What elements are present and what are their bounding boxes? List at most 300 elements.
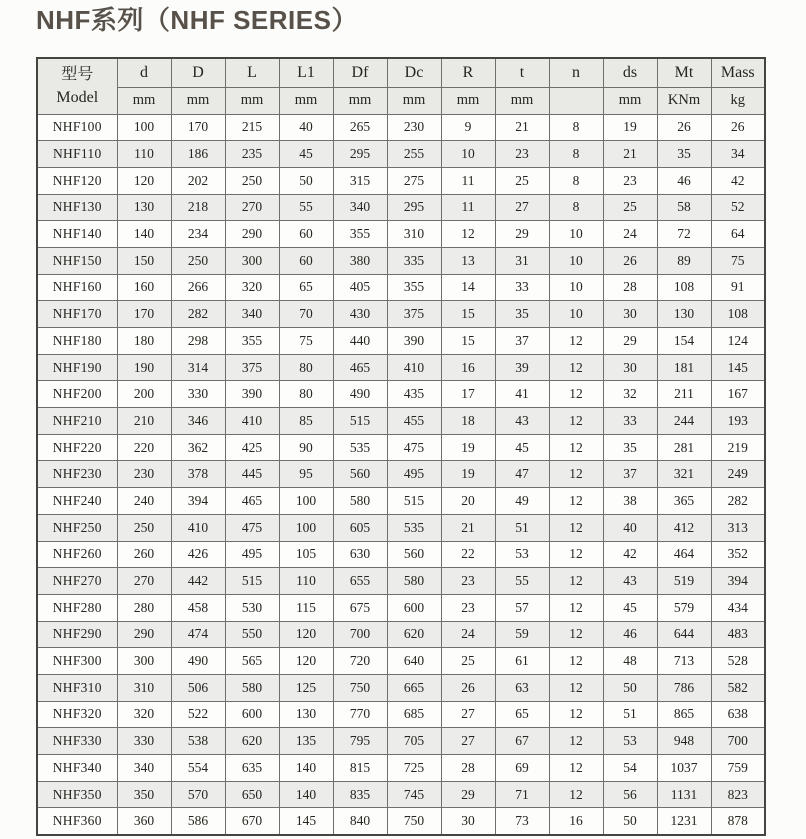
value-cell-l1: 95: [279, 461, 333, 488]
value-cell-df: 535: [333, 434, 387, 461]
value-cell-mass: 282: [711, 488, 765, 515]
value-cell-t: 51: [495, 514, 549, 541]
value-cell-df: 750: [333, 674, 387, 701]
value-cell-t: 67: [495, 728, 549, 755]
value-cell-mt: 58: [657, 194, 711, 221]
value-cell-ds: 28: [603, 274, 657, 301]
value-cell-df: 720: [333, 648, 387, 675]
value-cell-r: 22: [441, 541, 495, 568]
value-cell-r: 29: [441, 781, 495, 808]
value-cell-mass: 582: [711, 674, 765, 701]
model-cell: NHF160: [37, 274, 117, 301]
value-cell-mt: 181: [657, 354, 711, 381]
value-cell-l: 290: [225, 221, 279, 248]
model-cell: NHF200: [37, 381, 117, 408]
model-cell: NHF180: [37, 328, 117, 355]
header-model-cn: 型号: [61, 66, 94, 84]
value-cell-l: 340: [225, 301, 279, 328]
value-cell-ds: 23: [603, 167, 657, 194]
value-cell-l: 235: [225, 141, 279, 168]
value-cell-n: 12: [549, 328, 603, 355]
value-cell-d: 570: [171, 781, 225, 808]
value-cell-n: 12: [549, 488, 603, 515]
value-cell-t: 49: [495, 488, 549, 515]
header-symbol-t: t: [495, 58, 549, 87]
value-cell-ds: 56: [603, 781, 657, 808]
value-cell-df: 515: [333, 408, 387, 435]
value-cell-r: 26: [441, 674, 495, 701]
table-row: [37, 381, 765, 408]
value-cell-mass: 638: [711, 701, 765, 728]
value-cell-mt: 211: [657, 381, 711, 408]
value-cell-r: 24: [441, 621, 495, 648]
value-cell-ds: 35: [603, 434, 657, 461]
value-cell-r: 11: [441, 167, 495, 194]
value-cell-mass: 145: [711, 354, 765, 381]
header-unit-t: mm: [495, 87, 549, 114]
value-cell-mt: 35: [657, 141, 711, 168]
value-cell-mt: 89: [657, 247, 711, 274]
value-cell-n: 8: [549, 114, 603, 141]
value-cell-d: 218: [171, 194, 225, 221]
value-cell-r: 27: [441, 728, 495, 755]
value-cell-ds: 24: [603, 221, 657, 248]
value-cell-ds: 46: [603, 621, 657, 648]
value-cell-t: 69: [495, 755, 549, 782]
value-cell-d: 362: [171, 434, 225, 461]
value-cell-t: 73: [495, 808, 549, 835]
value-cell-d: 490: [171, 648, 225, 675]
value-cell-r: 23: [441, 594, 495, 621]
header-symbol-mt: Mt: [657, 58, 711, 87]
value-cell-l: 355: [225, 328, 279, 355]
value-cell-l1: 140: [279, 781, 333, 808]
model-cell: NHF330: [37, 728, 117, 755]
value-cell-l1: 65: [279, 274, 333, 301]
value-cell-df: 440: [333, 328, 387, 355]
header-model-en: Model: [56, 89, 99, 107]
value-cell-l: 250: [225, 167, 279, 194]
value-cell-mt: 130: [657, 301, 711, 328]
value-cell-n: 12: [549, 434, 603, 461]
value-cell-t: 43: [495, 408, 549, 435]
value-cell-d: 230: [117, 461, 171, 488]
value-cell-n: 8: [549, 141, 603, 168]
header-model: [37, 58, 117, 114]
value-cell-ds: 38: [603, 488, 657, 515]
value-cell-mass: 219: [711, 434, 765, 461]
value-cell-t: 59: [495, 621, 549, 648]
value-cell-r: 21: [441, 514, 495, 541]
value-cell-n: 12: [549, 594, 603, 621]
value-cell-l: 515: [225, 568, 279, 595]
value-cell-d: 538: [171, 728, 225, 755]
value-cell-ds: 45: [603, 594, 657, 621]
value-cell-d: 586: [171, 808, 225, 835]
value-cell-dc: 410: [387, 354, 441, 381]
value-cell-dc: 515: [387, 488, 441, 515]
value-cell-df: 355: [333, 221, 387, 248]
value-cell-r: 27: [441, 701, 495, 728]
value-cell-d: 314: [171, 354, 225, 381]
value-cell-l: 600: [225, 701, 279, 728]
model-cell: NHF230: [37, 461, 117, 488]
value-cell-t: 53: [495, 541, 549, 568]
value-cell-df: 405: [333, 274, 387, 301]
value-cell-df: 700: [333, 621, 387, 648]
header-symbol-l1: L1: [279, 58, 333, 87]
value-cell-ds: 43: [603, 568, 657, 595]
value-cell-r: 20: [441, 488, 495, 515]
value-cell-t: 23: [495, 141, 549, 168]
value-cell-l1: 105: [279, 541, 333, 568]
value-cell-dc: 495: [387, 461, 441, 488]
value-cell-t: 21: [495, 114, 549, 141]
value-cell-mass: 483: [711, 621, 765, 648]
value-cell-t: 63: [495, 674, 549, 701]
value-cell-df: 380: [333, 247, 387, 274]
value-cell-ds: 40: [603, 514, 657, 541]
value-cell-l1: 120: [279, 648, 333, 675]
value-cell-l1: 60: [279, 247, 333, 274]
value-cell-mt: 365: [657, 488, 711, 515]
value-cell-r: 13: [441, 247, 495, 274]
value-cell-l1: 75: [279, 328, 333, 355]
model-cell: NHF260: [37, 541, 117, 568]
value-cell-dc: 310: [387, 221, 441, 248]
value-cell-l1: 135: [279, 728, 333, 755]
model-cell: NHF210: [37, 408, 117, 435]
value-cell-mass: 124: [711, 328, 765, 355]
value-cell-mass: 528: [711, 648, 765, 675]
value-cell-d: 350: [117, 781, 171, 808]
value-cell-l: 530: [225, 594, 279, 621]
value-cell-d: 340: [117, 755, 171, 782]
value-cell-d: 186: [171, 141, 225, 168]
value-cell-d: 160: [117, 274, 171, 301]
header-unit-mass: kg: [711, 87, 765, 114]
header-symbol-l: L: [225, 58, 279, 87]
value-cell-l: 375: [225, 354, 279, 381]
table-row: [37, 648, 765, 675]
value-cell-mt: 108: [657, 274, 711, 301]
value-cell-d: 474: [171, 621, 225, 648]
value-cell-df: 580: [333, 488, 387, 515]
table-row: [37, 488, 765, 515]
value-cell-l: 620: [225, 728, 279, 755]
value-cell-l: 565: [225, 648, 279, 675]
table-row: [37, 594, 765, 621]
header-symbol-mass: Mass: [711, 58, 765, 87]
table-row: [37, 167, 765, 194]
value-cell-t: 71: [495, 781, 549, 808]
model-cell: NHF270: [37, 568, 117, 595]
value-cell-d: 554: [171, 755, 225, 782]
model-cell: NHF140: [37, 221, 117, 248]
value-cell-r: 9: [441, 114, 495, 141]
table-row: [37, 621, 765, 648]
value-cell-ds: 21: [603, 141, 657, 168]
value-cell-d: 202: [171, 167, 225, 194]
value-cell-dc: 745: [387, 781, 441, 808]
value-cell-ds: 25: [603, 194, 657, 221]
value-cell-ds: 37: [603, 461, 657, 488]
value-cell-l1: 55: [279, 194, 333, 221]
value-cell-l: 445: [225, 461, 279, 488]
value-cell-r: 12: [441, 221, 495, 248]
value-cell-l1: 40: [279, 114, 333, 141]
page-title: NHF系列（NHF SERIES）: [36, 5, 358, 35]
value-cell-ds: 42: [603, 541, 657, 568]
value-cell-n: 10: [549, 274, 603, 301]
value-cell-df: 560: [333, 461, 387, 488]
value-cell-l1: 80: [279, 381, 333, 408]
value-cell-mass: 52: [711, 194, 765, 221]
value-cell-dc: 455: [387, 408, 441, 435]
value-cell-dc: 255: [387, 141, 441, 168]
value-cell-mt: 412: [657, 514, 711, 541]
value-cell-r: 25: [441, 648, 495, 675]
table-row: [37, 114, 765, 141]
value-cell-t: 45: [495, 434, 549, 461]
value-cell-df: 605: [333, 514, 387, 541]
value-cell-mt: 464: [657, 541, 711, 568]
value-cell-mt: 948: [657, 728, 711, 755]
value-cell-ds: 50: [603, 808, 657, 835]
value-cell-n: 12: [549, 514, 603, 541]
value-cell-r: 28: [441, 755, 495, 782]
value-cell-ds: 30: [603, 354, 657, 381]
value-cell-l1: 50: [279, 167, 333, 194]
value-cell-mass: 91: [711, 274, 765, 301]
value-cell-n: 12: [549, 568, 603, 595]
value-cell-mass: 26: [711, 114, 765, 141]
value-cell-mt: 1231: [657, 808, 711, 835]
value-cell-d: 170: [171, 114, 225, 141]
value-cell-d: 240: [117, 488, 171, 515]
value-cell-mass: 34: [711, 141, 765, 168]
value-cell-mass: 352: [711, 541, 765, 568]
value-cell-mt: 154: [657, 328, 711, 355]
value-cell-df: 770: [333, 701, 387, 728]
value-cell-df: 490: [333, 381, 387, 408]
table-row: [37, 728, 765, 755]
value-cell-d: 110: [117, 141, 171, 168]
table-row: [37, 701, 765, 728]
value-cell-mass: 249: [711, 461, 765, 488]
value-cell-t: 61: [495, 648, 549, 675]
model-cell: NHF350: [37, 781, 117, 808]
header-unit-dc: mm: [387, 87, 441, 114]
header-unit-l: mm: [225, 87, 279, 114]
value-cell-dc: 230: [387, 114, 441, 141]
value-cell-d: 360: [117, 808, 171, 835]
value-cell-t: 39: [495, 354, 549, 381]
value-cell-ds: 51: [603, 701, 657, 728]
table-row: [37, 808, 765, 835]
model-cell: NHF100: [37, 114, 117, 141]
value-cell-d: 140: [117, 221, 171, 248]
table-row: [37, 221, 765, 248]
value-cell-ds: 53: [603, 728, 657, 755]
table-row: [37, 247, 765, 274]
value-cell-d: 282: [171, 301, 225, 328]
value-cell-d: 506: [171, 674, 225, 701]
value-cell-d: 458: [171, 594, 225, 621]
value-cell-df: 630: [333, 541, 387, 568]
value-cell-n: 12: [549, 674, 603, 701]
value-cell-dc: 600: [387, 594, 441, 621]
header-unit-r: mm: [441, 87, 495, 114]
value-cell-dc: 705: [387, 728, 441, 755]
model-cell: NHF280: [37, 594, 117, 621]
table-row: [37, 408, 765, 435]
table-row: [37, 514, 765, 541]
value-cell-l1: 115: [279, 594, 333, 621]
value-cell-df: 295: [333, 141, 387, 168]
value-cell-t: 41: [495, 381, 549, 408]
value-cell-dc: 750: [387, 808, 441, 835]
header-unit-ds: mm: [603, 87, 657, 114]
value-cell-l1: 100: [279, 488, 333, 515]
value-cell-l: 495: [225, 541, 279, 568]
value-cell-r: 11: [441, 194, 495, 221]
value-cell-t: 47: [495, 461, 549, 488]
value-cell-r: 15: [441, 301, 495, 328]
model-cell: NHF170: [37, 301, 117, 328]
model-cell: NHF120: [37, 167, 117, 194]
value-cell-df: 655: [333, 568, 387, 595]
value-cell-mass: 64: [711, 221, 765, 248]
value-cell-ds: 54: [603, 755, 657, 782]
value-cell-df: 815: [333, 755, 387, 782]
value-cell-ds: 50: [603, 674, 657, 701]
value-cell-l: 550: [225, 621, 279, 648]
model-cell: NHF220: [37, 434, 117, 461]
value-cell-dc: 640: [387, 648, 441, 675]
value-cell-n: 10: [549, 221, 603, 248]
value-cell-r: 17: [441, 381, 495, 408]
value-cell-dc: 725: [387, 755, 441, 782]
value-cell-r: 19: [441, 461, 495, 488]
value-cell-t: 55: [495, 568, 549, 595]
value-cell-l: 475: [225, 514, 279, 541]
value-cell-l1: 80: [279, 354, 333, 381]
value-cell-n: 12: [549, 408, 603, 435]
value-cell-l1: 120: [279, 621, 333, 648]
value-cell-t: 29: [495, 221, 549, 248]
value-cell-l1: 60: [279, 221, 333, 248]
value-cell-r: 14: [441, 274, 495, 301]
value-cell-dc: 620: [387, 621, 441, 648]
value-cell-n: 12: [549, 541, 603, 568]
table-row: [37, 141, 765, 168]
value-cell-mass: 700: [711, 728, 765, 755]
table-row: [37, 461, 765, 488]
value-cell-d: 250: [117, 514, 171, 541]
value-cell-d: 310: [117, 674, 171, 701]
value-cell-l1: 140: [279, 755, 333, 782]
value-cell-l: 300: [225, 247, 279, 274]
value-cell-n: 12: [549, 461, 603, 488]
value-cell-d: 300: [117, 648, 171, 675]
value-cell-r: 30: [441, 808, 495, 835]
value-cell-d: 410: [171, 514, 225, 541]
value-cell-d: 426: [171, 541, 225, 568]
header-unit-l1: mm: [279, 87, 333, 114]
value-cell-dc: 275: [387, 167, 441, 194]
value-cell-d: 150: [117, 247, 171, 274]
value-cell-d: 270: [117, 568, 171, 595]
value-cell-dc: 560: [387, 541, 441, 568]
value-cell-n: 12: [549, 781, 603, 808]
header-unit-n: [549, 87, 603, 114]
value-cell-l1: 45: [279, 141, 333, 168]
value-cell-t: 37: [495, 328, 549, 355]
model-cell: NHF130: [37, 194, 117, 221]
header-unit-row: [37, 87, 765, 114]
value-cell-mt: 321: [657, 461, 711, 488]
value-cell-t: 31: [495, 247, 549, 274]
model-cell: NHF300: [37, 648, 117, 675]
value-cell-d: 346: [171, 408, 225, 435]
value-cell-ds: 29: [603, 328, 657, 355]
value-cell-d: 180: [117, 328, 171, 355]
value-cell-d: 170: [117, 301, 171, 328]
value-cell-mass: 193: [711, 408, 765, 435]
value-cell-l1: 125: [279, 674, 333, 701]
value-cell-d: 290: [117, 621, 171, 648]
table-row: [37, 301, 765, 328]
value-cell-l1: 70: [279, 301, 333, 328]
value-cell-n: 12: [549, 755, 603, 782]
value-cell-mt: 865: [657, 701, 711, 728]
value-cell-r: 16: [441, 354, 495, 381]
value-cell-t: 57: [495, 594, 549, 621]
header-symbol-ds: ds: [603, 58, 657, 87]
value-cell-mt: 26: [657, 114, 711, 141]
value-cell-l: 635: [225, 755, 279, 782]
value-cell-dc: 685: [387, 701, 441, 728]
table-row: [37, 274, 765, 301]
value-cell-l: 270: [225, 194, 279, 221]
table-row: [37, 781, 765, 808]
header-unit-d: mm: [117, 87, 171, 114]
header-symbol-df: Df: [333, 58, 387, 87]
value-cell-mass: 759: [711, 755, 765, 782]
model-cell: NHF240: [37, 488, 117, 515]
table-header: [37, 58, 765, 114]
value-cell-ds: 26: [603, 247, 657, 274]
value-cell-n: 16: [549, 808, 603, 835]
value-cell-l: 670: [225, 808, 279, 835]
value-cell-r: 18: [441, 408, 495, 435]
header-symbol-dc: Dc: [387, 58, 441, 87]
table-row: [37, 541, 765, 568]
value-cell-l1: 100: [279, 514, 333, 541]
value-cell-df: 795: [333, 728, 387, 755]
value-cell-n: 8: [549, 194, 603, 221]
value-cell-df: 315: [333, 167, 387, 194]
value-cell-l1: 145: [279, 808, 333, 835]
value-cell-l: 320: [225, 274, 279, 301]
value-cell-d: 120: [117, 167, 171, 194]
value-cell-n: 10: [549, 247, 603, 274]
value-cell-mass: 313: [711, 514, 765, 541]
model-cell: NHF310: [37, 674, 117, 701]
value-cell-mt: 644: [657, 621, 711, 648]
table-row: [37, 674, 765, 701]
